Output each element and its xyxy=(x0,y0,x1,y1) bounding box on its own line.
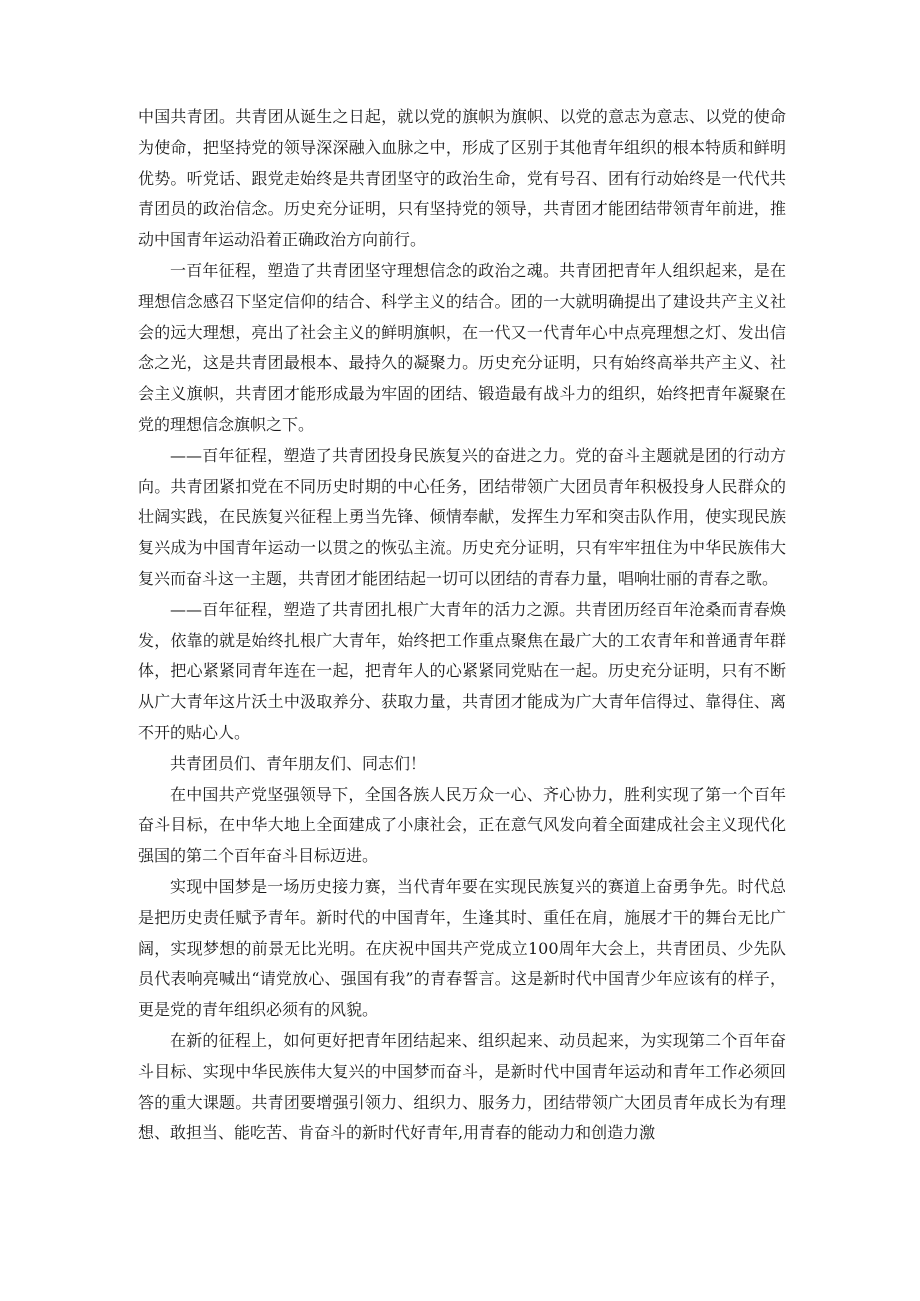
paragraph-new-journey: 在新的征程上，如何更好把青年团结起来、组织起来、动员起来，为实现第二个百年奋斗目标、实现中华民族伟大复兴的中国梦而奋斗，是新时代中国青年运动和青年工作必须回答的重大课题。共青团要增强引领力、组织力、服务力，团结带领广大团员青年成长为有理想、敢担当、能吃苦、肯奋斗的新时代好青年,用青春的能动力和创造力激 xyxy=(138,1030,786,1143)
paragraph-rooted-in-youth: ——百年征程，塑造了共青团扎根广大青年的活力之源。共青团历经百年沧桑而青春焕发，依靠的就是始终扎根广大青年，始终把工作重点聚焦在最广大的工农青年和普通青年群体，把心紧紧同青年连在一起，把青年人的心紧紧同党贴在一起。历史充分证明，只有不断从广大青年这片沃土中汲取养分、获取力量，共青团才能成为广大青年信得过、靠得住、离不开的贴心人。 xyxy=(138,599,786,742)
paragraph-party-leadership: 中国共青团。共青团从诞生之日起，就以党的旗帜为旗帜、以党的意志为意志、以党的使命为使命，把坚持党的领导深深融入血脉之中，形成了区别于其他青年组织的根本特质和鲜明优势。听党话、跟党走始终是共青团坚守的政治生命，党有号召、团有行动始终是一代代共青团员的政治信念。历史充分证明，只有坚持党的领导，共青团才能团结带领青年前进，推动中国青年运动沿着正确政治方向前行。 xyxy=(138,107,786,250)
paragraph-ideals-faith: 一百年征程，塑造了共青团坚守理想信念的政治之魂。共青团把青年人组织起来，是在理想信念感召下坚定信仰的结合、科学主义的结合。团的一大就明确提出了建设共产主义社会的远大理想，亮出了社会主义的鲜明旗帜，在一代又一代青年心中点亮理想之灯、发出信念之光，这是共青团最根本、最持久的凝聚力。历史充分证明，只有始终高举共产主义、社会主义旗帜，共青团才能形成最为牢固的团结、锻造最有战斗力的组织，始终把青年凝聚在党的理想信念旗帜之下。 xyxy=(138,260,786,434)
paragraph-salutation: 共青团员们、青年朋友们、同志们！ xyxy=(170,753,427,773)
paragraph-chinese-dream-relay: 实现中国梦是一场历史接力赛，当代青年要在实现民族复兴的赛道上奋勇争先。时代总是把历史责任赋予青年。新时代的中国青年，生逢其时、重任在肩，施展才干的舞台无比广阔，实现梦想的前景无比光明。在庆祝中国共产党成立100周年大会上，共青团员、少先队员代表响亮喊出“请党放心、强国有我”的青春誓言。这是新时代中国青少年应该有的样子，更是党的青年组织必须有的风貌。 xyxy=(138,876,786,1020)
paragraph-national-rejuvenation: ——百年征程，塑造了共青团投身民族复兴的奋进之力。党的奋斗主题就是团的行动方向。共青团紧扣党在不同历史时期的中心任务，团结带领广大团员青年积极投身人民群众的壮阔实践，在民族复兴征程上勇当先锋、倾情奉献，发挥生力军和突击队作用，使实现民族复兴成为中国青年运动一以贯之的恢弘主流。历史充分证明，只有牢牢扭住为中华民族伟大复兴而奋斗这一主题，共青团才能团结起一切可以团结的青春力量，唱响壮丽的青春之歌。 xyxy=(138,445,786,588)
paragraph-first-centenary-goal: 在中国共产党坚强领导下，全国各族人民万众一心、齐心协力，胜利实现了第一个百年奋斗目标，在中华大地上全面建成了小康社会，正在意气风发向着全面建成社会主义现代化强国的第二个百年奋斗目标迈进。 xyxy=(138,784,786,866)
document-body xyxy=(138,102,786,1149)
